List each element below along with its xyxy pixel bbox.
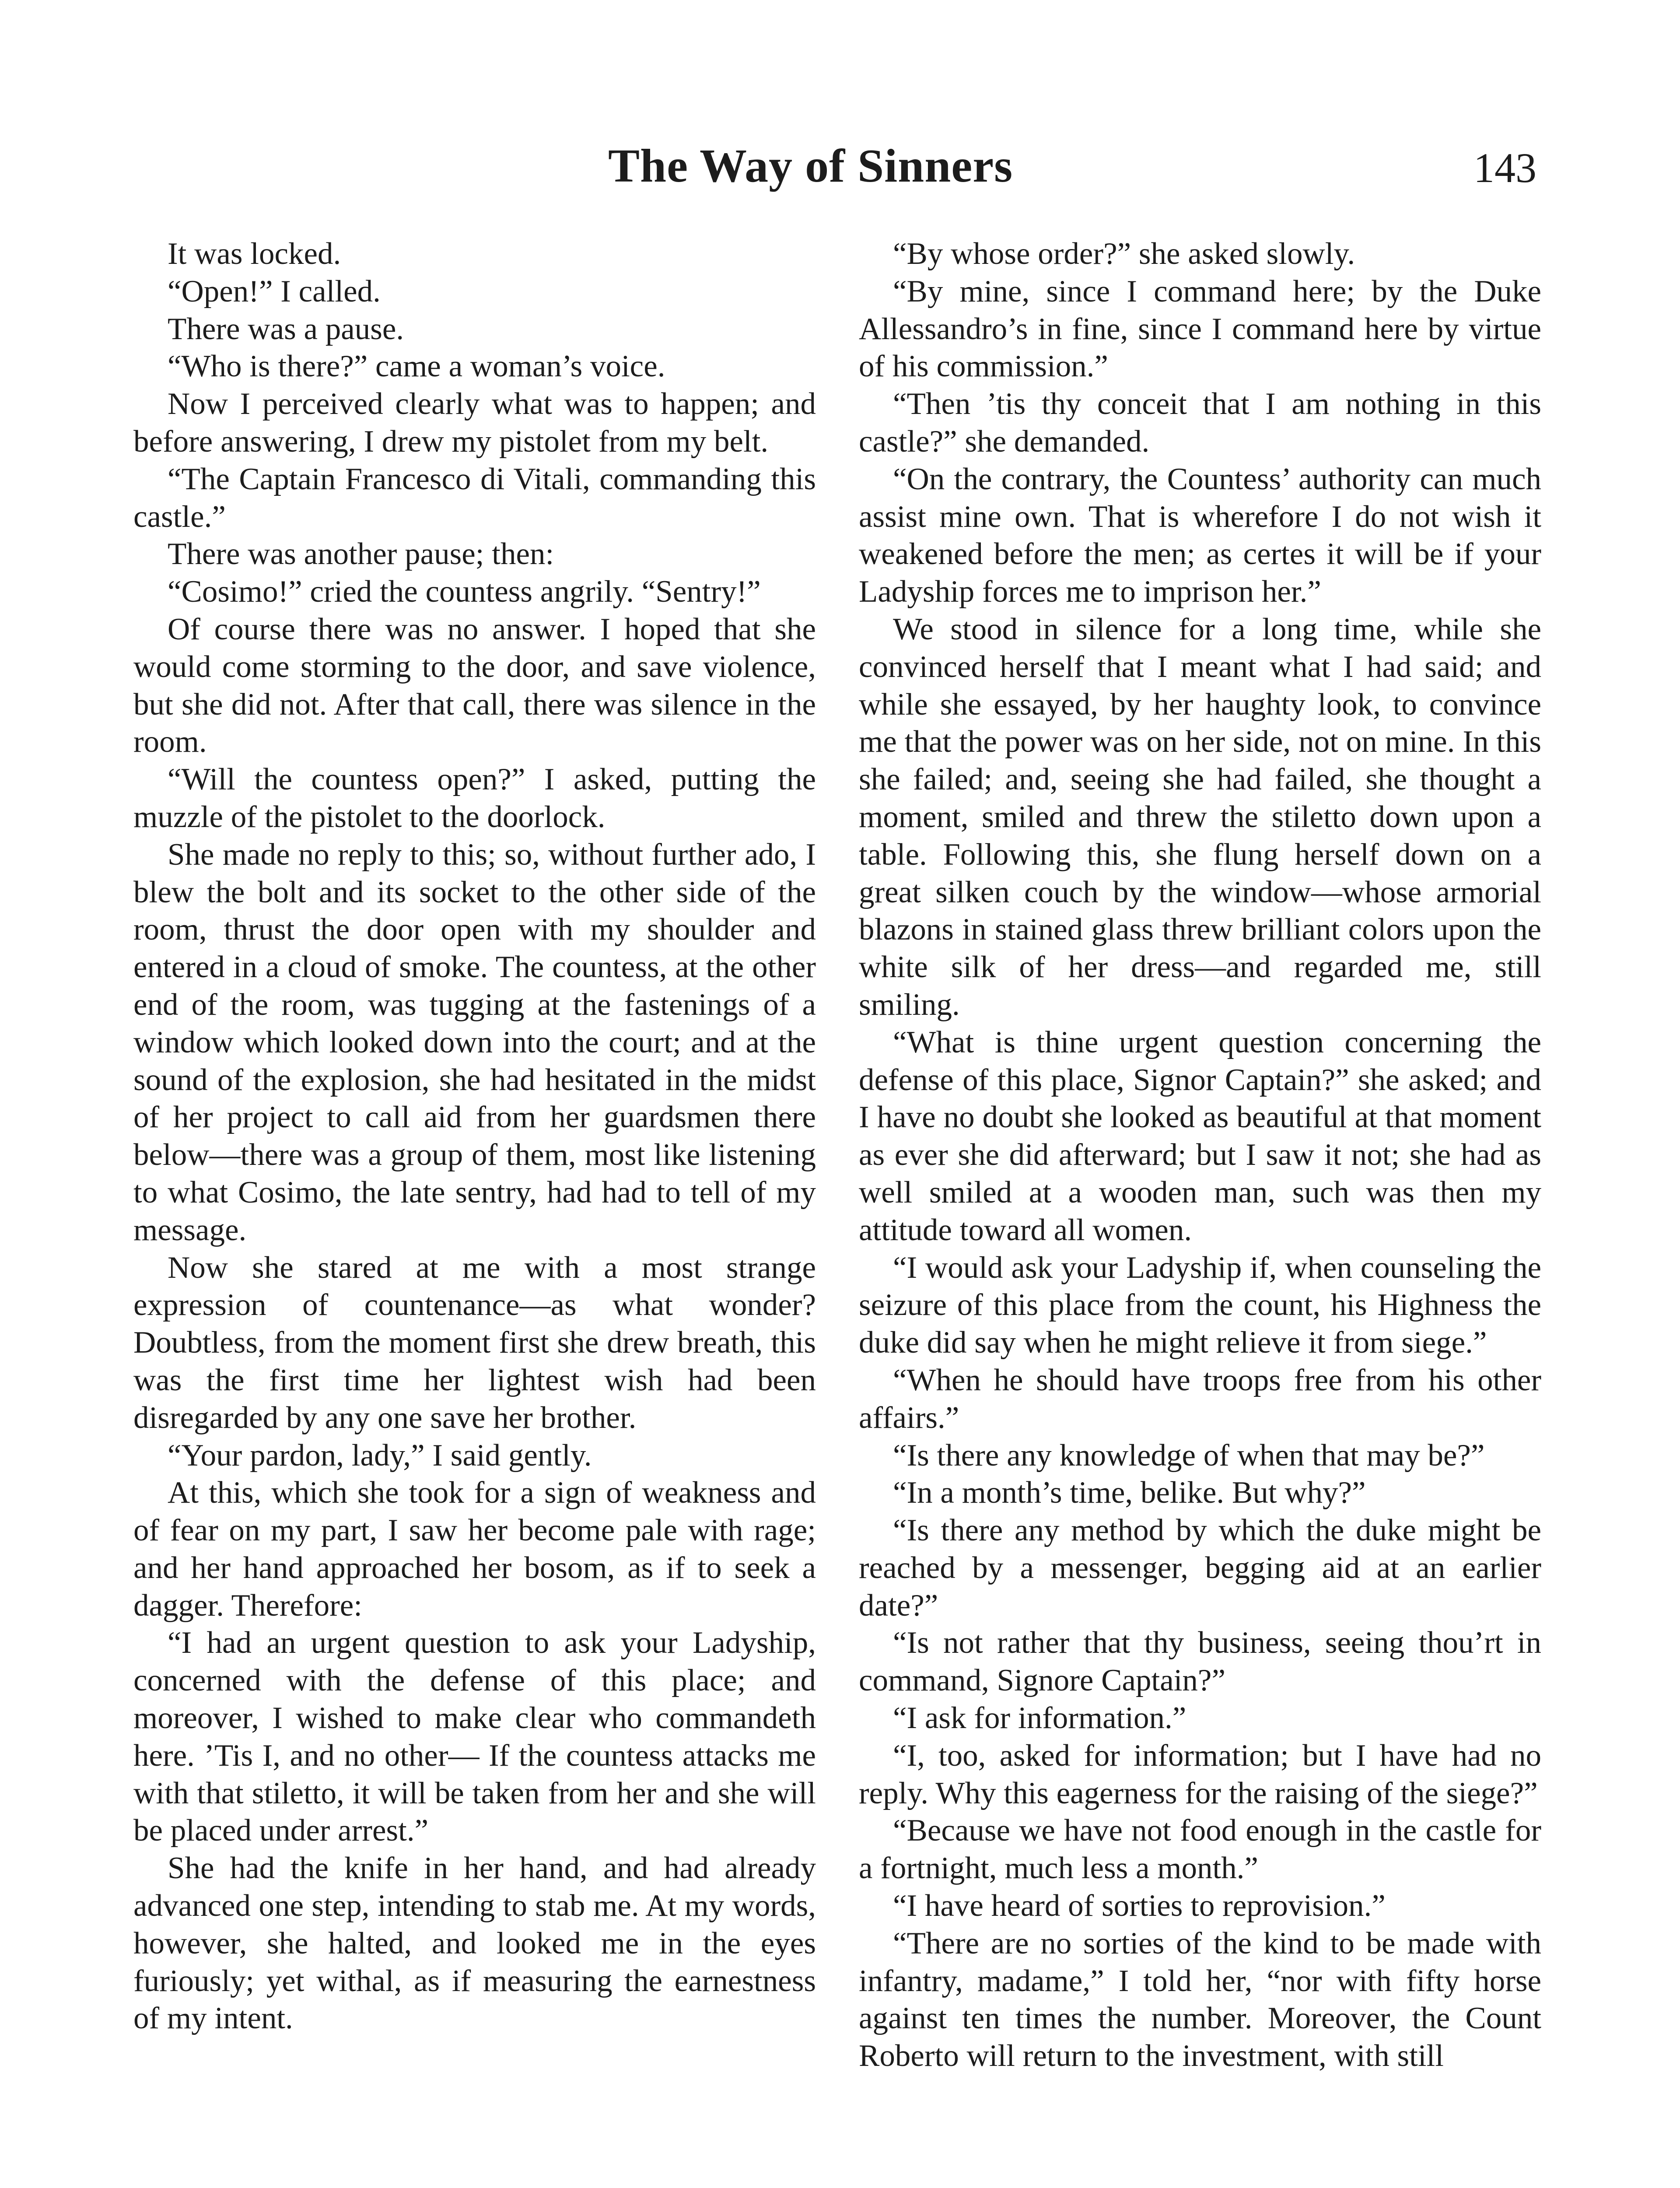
paragraph: There was another pause; then: — [168, 537, 554, 572]
running-title: The Way of Sinners — [608, 140, 1013, 192]
paragraph: “Will the countess open?” I asked, putting the muzzle of the pistolet to the doorlock. — [133, 762, 816, 834]
paragraph: “Is there any knowledge of when that may be?” — [893, 1438, 1485, 1473]
paragraph: “Then ’tis thy conceit that I am nothing in this castle?” she demanded. — [859, 387, 1541, 459]
paragraph: We stood in silence for a long time, while she convinced herself that I meant what I had said; and while she essayed, by her haughty look, to convince me that the power was on her side, not on mine. In this she failed; and, seeing she had failed, she thought a moment, smiled and threw the stiletto down upon a table. Following this, she flung herself down on a great silken couch by the window—whose armorial blazons in stained glass threw brilliant colors upon the white silk of her dress—and regarded me, still smiling. — [859, 612, 1541, 1022]
paragraph: “I, too, asked for information; but I have had no reply. Why this eagerness for the raising of the siege?” — [859, 1738, 1541, 1810]
page-number: 143 — [1474, 144, 1536, 191]
paragraph: “Is there any method by which the duke might be reached by a messenger, begging aid at an earlier date?” — [859, 1513, 1541, 1623]
paragraph: “What is thine urgent question concerning the defense of this place, Signor Captain?” she asked; and I have no doubt she looked as beautiful at that moment as ever she did afterward; but I saw it not; she had as well smiled at a wooden man, such was then my attitude toward all women. — [859, 1025, 1541, 1247]
paragraph: At this, which she took for a sign of weakness and of fear on my part, I saw her become pale with rage; and her hand approached her bosom, as if to seek a dagger. Therefore: — [133, 1476, 816, 1623]
paragraph: “By mine, since I command here; by the Duke Allessandro’s in fine, since I command here by virtue of his commission.” — [859, 274, 1541, 384]
paragraph: Of course there was no answer. I hoped that she would come storming to the door, and save violence, but she did not. After that call, there was silence in the room. — [133, 612, 816, 759]
paragraph: “Open!” I called. — [168, 274, 381, 309]
text-column-right — [859, 235, 1541, 2075]
paragraph: She made no reply to this; so, without further ado, I blew the bolt and its socket to the other side of the room, thrust the door open with my shoulder and entered in a cloud of smoke. The countess, at the other end of the room, was tugging at the fastenings of a window which looked down into the court; and at the sound of the explosion, she had hesitated in the midst of her project to call aid from her guardsmen there below—there was a group of them, most like listening to what Cosimo, the late sentry, had had to tell of my message. — [133, 837, 816, 1247]
paragraph: “There are no sorties of the kind to be made with infantry, madame,” I told her, “nor with fifty horse against ten times the number. Moreover, the Count Roberto will return to the investment, with still — [859, 1926, 1541, 2073]
paragraph: “I would ask your Ladyship if, when counseling the seizure of this place from the count, his Highness the duke did say when he might relieve it from siege.” — [859, 1250, 1541, 1360]
paragraph: “In a month’s time, belike. But why?” — [893, 1476, 1366, 1510]
paragraph: “When he should have troops free from his other affairs.” — [859, 1363, 1541, 1435]
text-column-left — [133, 235, 816, 2037]
paragraph: “Because we have not food enough in the castle for a fortnight, much less a month.” — [859, 1813, 1541, 1886]
paragraph: “I have heard of sorties to reprovision.” — [893, 1889, 1386, 1923]
running-header — [0, 131, 1680, 201]
paragraph: “I ask for information.” — [893, 1701, 1186, 1736]
paragraph: “Is not rather that thy business, seeing thou’rt in command, Signore Captain?” — [859, 1626, 1541, 1698]
paragraph: “On the contrary, the Countess’ authority can much assist mine own. That is wherefore I do not wish it weakened before the men; as certes it will be if your Ladyship forces me to imprison her.” — [859, 462, 1541, 609]
paragraph: Now she stared at me with a most strange expression of countenance—as what wonder? Doubtless, from the moment first she drew breath, this was the first time her lightest wish had been disregarded by any one save her brother. — [133, 1250, 816, 1435]
paragraph: “The Captain Francesco di Vitali, commanding this castle.” — [133, 462, 816, 534]
paragraph: She had the knife in her hand, and had already advanced one step, intending to stab me. At my words, however, she halted, and looked me in the eyes furiously; yet withal, as if measuring the earnestness of my intent. — [133, 1851, 816, 2036]
paragraph: Now I perceived clearly what was to happen; and before answering, I drew my pistolet from my belt. — [133, 387, 816, 459]
paragraph: “By whose order?” she asked slowly. — [893, 237, 1355, 271]
paragraph: It was locked. — [168, 237, 341, 271]
paragraph: There was a pause. — [168, 312, 404, 346]
paragraph: “I had an urgent question to ask your Ladyship, concerned with the defense of this place; and moreover, I wished to make clear who commandeth here. ’Tis I, and no other— If the countess attacks me with that stiletto, it will be taken from her and she will be placed under arrest.” — [133, 1626, 816, 1848]
paragraph: “Who is there?” came a woman’s voice. — [168, 349, 665, 384]
paragraph: “Your pardon, lady,” I said gently. — [168, 1438, 592, 1473]
paragraph: “Cosimo!” cried the countess angrily. “Sentry!” — [168, 575, 761, 609]
